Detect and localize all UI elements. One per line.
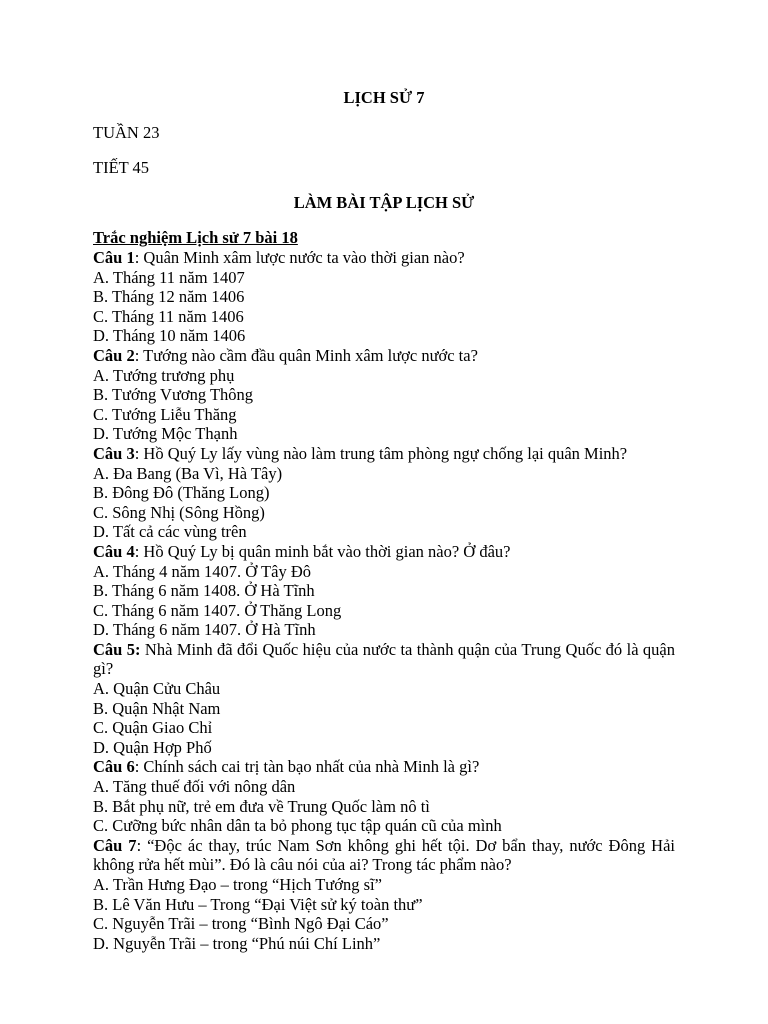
question-label: Câu 2 xyxy=(93,345,135,365)
option: C. Sông Nhị (Sông Hồng) xyxy=(93,502,265,522)
period-label: TIẾT 45 xyxy=(93,158,150,177)
option: C. Tướng Liễu Thăng xyxy=(93,404,237,424)
question-6 xyxy=(93,757,675,777)
question-7 xyxy=(93,836,675,875)
question-label: Câu 1 xyxy=(93,248,135,267)
option: D. Tất cả các vùng trên xyxy=(93,522,247,542)
week-label: TUẦN 23 xyxy=(93,123,160,142)
question-text: : Hồ Quý Ly bị quân minh bắt vào thời gian nào? Ở đâu? xyxy=(134,541,511,561)
option: D. Tháng 6 năm 1407. Ở Hà Tĩnh xyxy=(93,620,316,640)
option: A. Tháng 4 năm 1407. Ở Tây Đô xyxy=(93,561,311,581)
question-text: : Tướng nào cầm đầu quân Minh xâm lược nước ta? xyxy=(134,345,478,365)
option: C. Tháng 6 năm 1407. Ở Thăng Long xyxy=(93,600,342,620)
option: B. Bắt phụ nữ, trẻ em đưa về Trung Quốc làm nô tì xyxy=(93,796,430,816)
option: D. Tướng Mộc Thạnh xyxy=(93,424,238,444)
option: A. Tướng trương phụ xyxy=(93,365,235,385)
document-title: LỊCH SỬ 7 xyxy=(343,88,425,107)
option: C. Quận Giao Chỉ xyxy=(93,718,213,738)
question-text: : “Độc ác thay, trúc Nam Sơn không ghi hết tội. Dơ bẩn thay, nước Đông Hải không rửa hết mùi”. Đó là câu nói của ai? Trong tác phẩm nào? xyxy=(93,835,676,875)
option: B. Quận Nhật Nam xyxy=(93,698,221,718)
question-label: Câu 4 xyxy=(93,541,135,561)
question-label: Câu 3 xyxy=(93,443,135,463)
question-label: Câu 7 xyxy=(93,835,137,855)
option: D. Tháng 10 năm 1406 xyxy=(93,326,246,346)
option: D. Nguyễn Trãi – trong “Phú núi Chí Linh” xyxy=(93,933,381,953)
question-text: : Hồ Quý Ly lấy vùng nào làm trung tâm phòng ngự chống lại quân Minh? xyxy=(134,443,628,463)
question-text: Nhà Minh đã đổi Quốc hiệu của nước ta thành quận của Trung Quốc đó là quận gì? xyxy=(93,639,676,679)
option: B. Tháng 6 năm 1408. Ở Hà Tĩnh xyxy=(93,581,315,601)
option: B. Tháng 12 năm 1406 xyxy=(93,287,245,307)
question-4 xyxy=(93,542,675,562)
option: C. Cưỡng bức nhân dân ta bỏ phong tục tập quán cũ của mình xyxy=(93,816,502,836)
question-1 xyxy=(93,248,675,268)
question-label: Câu 5: xyxy=(93,639,141,659)
option: C. Tháng 11 năm 1406 xyxy=(93,306,244,326)
option: B. Tướng Vương Thông xyxy=(93,385,254,405)
option: A. Đa Bang (Ba Vì, Hà Tây) xyxy=(93,463,283,483)
option: A. Trần Hưng Đạo – trong “Hịch Tướng sĩ” xyxy=(93,875,382,894)
option: C. Nguyễn Trãi – trong “Bình Ngô Đại Cáo” xyxy=(93,914,389,934)
question-label: Câu 6 xyxy=(93,757,135,777)
question-text: : Chính sách cai trị tàn bạo nhất của nhà Minh là gì? xyxy=(134,757,480,777)
option: B. Đông Đô (Thăng Long) xyxy=(93,483,270,503)
section-heading: Trắc nghiệm Lịch sử 7 bài 18 xyxy=(93,228,298,247)
question-3 xyxy=(93,444,675,464)
option: A. Tháng 11 năm 1407 xyxy=(93,267,245,287)
option: A. Tăng thuế đối với nông dân xyxy=(93,777,296,797)
question-2 xyxy=(93,346,675,366)
document-subtitle: LÀM BÀI TẬP LỊCH SỬ xyxy=(293,193,475,212)
question-text: : Quân Minh xâm lược nước ta vào thời gian nào? xyxy=(134,248,465,267)
question-5 xyxy=(93,640,675,679)
document-page xyxy=(93,0,675,953)
option: B. Lê Văn Hưu – Trong “Đại Việt sử ký toàn thư” xyxy=(93,894,423,914)
option: D. Quận Hợp Phố xyxy=(93,737,212,757)
option: A. Quận Cửu Châu xyxy=(93,679,221,699)
